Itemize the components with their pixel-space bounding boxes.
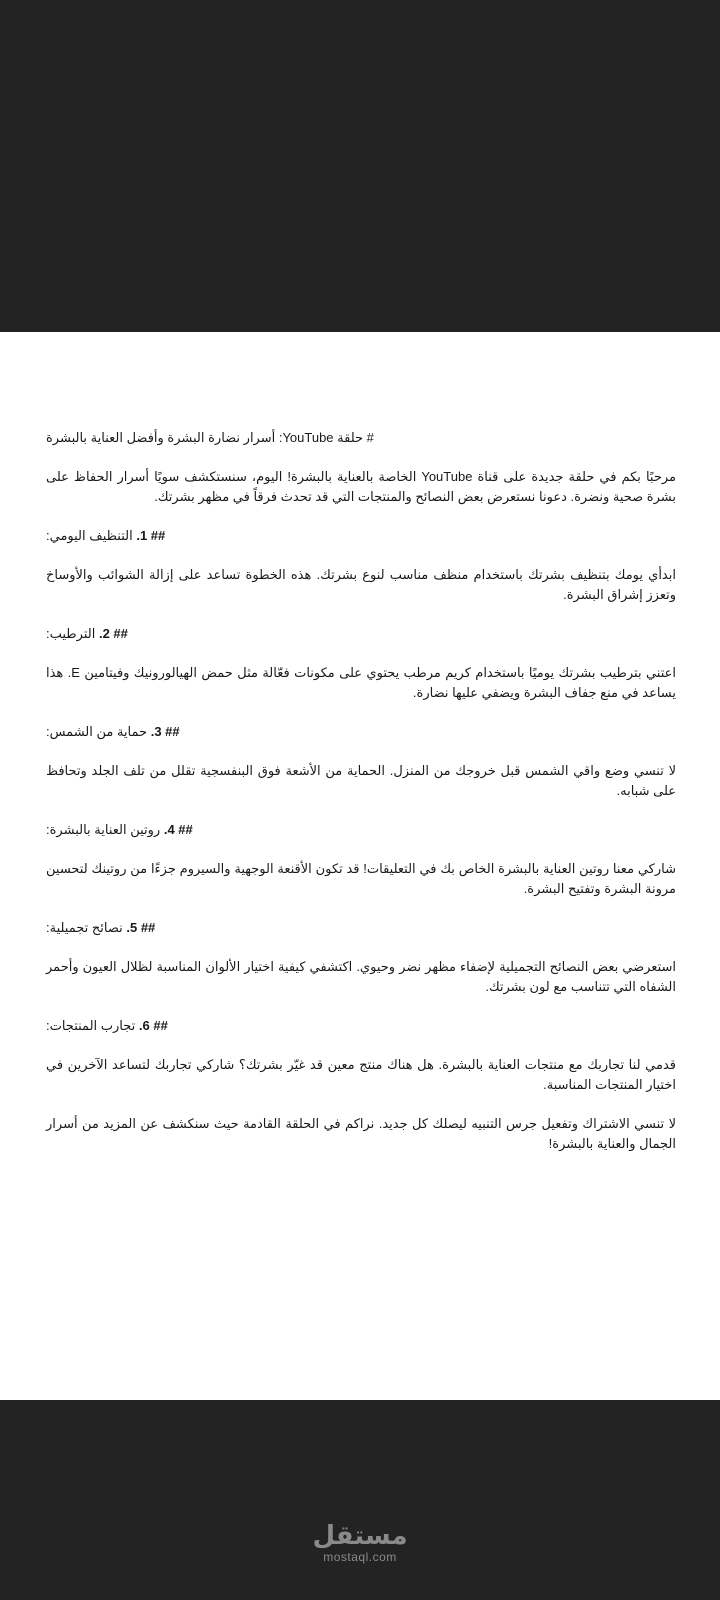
section-body-3: لا تنسي وضع واقي الشمس قبل خروجك من المنزل. الحماية من الأشعة فوق البنفسجية تقلل من تلف الجلد وتحافظ على شبابه. [46,763,676,798]
section-heading-text: روتين العناية بالبشرة: [46,822,161,837]
section-body-6: قدمي لنا تجاربك مع منتجات العناية بالبشرة. هل هناك منتج معين قد غيّر بشرتك؟ شاركي تجاربك لتساعد الآخرين في اختيار المنتجات المناسبة. [46,1057,676,1092]
section-body-4: شاركي معنا روتين العناية بالبشرة الخاص بك في التعليقات! قد تكون الأقنعة الوجهية والسيروم جزءًا من روتينك لتحسين مرونة البشرة وتفتيح البشرة. [46,861,676,896]
document-page [0,332,720,1400]
document-body [46,428,676,1173]
section-body-5: استعرضي بعض النصائح التجميلية لإضفاء مظهر نضر وحيوي. اكتشفي كيفية اختيار الألوان المناسبة لظلال العيون وأحمر الشفاه التي تتناسب مع لون بشرتك. [46,959,676,994]
section-heading-text: حماية من الشمس: [46,724,148,739]
section-body-2: اعتني بترطيب بشرتك يوميًا باستخدام كريم مرطب يحتوي على مكونات فعّالة مثل حمض الهيالورونيك وفيتامين E. هذا يساعد في منع جفاف البشرة ويضفي عليها نضارة. [46,665,677,700]
section-marker: ## 1. [136,528,166,543]
section-heading-text: الترطيب: [46,626,96,641]
mostaql-logo[interactable] [0,1520,720,1564]
section-heading-text: تجارب المنتجات: [46,1018,136,1033]
section-marker: ## 5. [126,920,156,935]
top-dark-band [0,0,720,332]
section-marker: ## 4. [163,822,193,837]
section-marker: ## 3. [150,724,180,739]
section-heading-4 [46,820,676,840]
section-marker: ## 2. [98,626,128,641]
section-marker: ## 6. [138,1018,168,1033]
section-heading-5 [46,918,676,938]
document-title: # حلقة YouTube: أسرار نضارة البشرة وأفضل العناية بالبشرة [46,430,374,445]
logo-arabic-wordmark: مستقل [312,1520,408,1550]
intro-paragraph: مرحبًا بكم في حلقة جديدة على قناة YouTube الخاصة بالعناية بالبشرة! اليوم، سنستكشف سويًا أسرار الحفاظ على بشرة صحية ونضرة. دعونا نستعرض بعض النصائح والمنتجات التي قد تحدث فرقاً في مظهر بشرتك. [46,469,676,504]
logo-latin-wordmark: mostaql.com [323,1550,397,1564]
section-heading-1 [46,526,676,546]
section-heading-text: التنظيف اليومي: [46,528,133,543]
section-heading-3 [46,722,676,742]
section-heading-text: نصائح تجميلية: [46,920,123,935]
bottom-dark-band [0,1400,720,1600]
outro-paragraph: لا تنسي الاشتراك وتفعيل جرس التنبيه ليصلك كل جديد. نراكم في الحلقة القادمة حيث سنكشف عن المزيد من أسرار الجمال والعناية بالبشرة! [46,1116,676,1151]
section-heading-2 [46,624,676,644]
section-body-1: ابدأي يومك بتنظيف بشرتك باستخدام منظف مناسب لنوع بشرتك. هذه الخطوة تساعد على إزالة الشوائب والأوساخ وتعزز إشراق البشرة. [46,567,676,602]
section-heading-6 [46,1016,676,1036]
